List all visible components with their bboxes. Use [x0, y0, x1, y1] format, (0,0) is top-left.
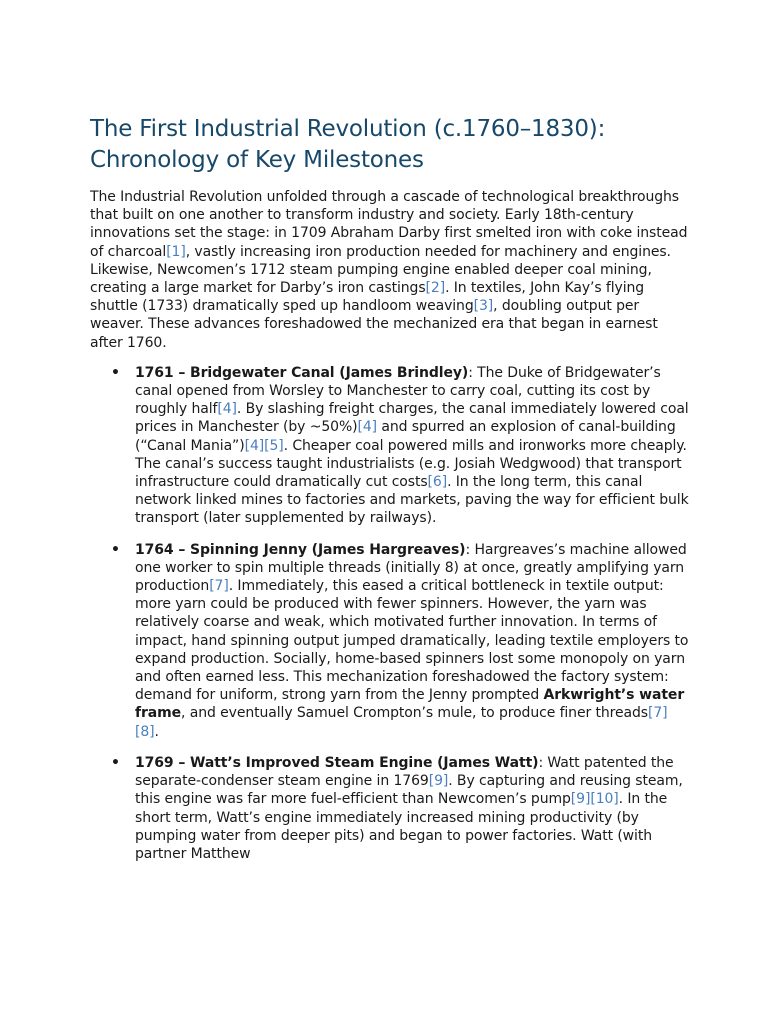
milestone-text: . Immediately, this eased a critical bottleneck in textile output: more yarn could be produced with fewer spinners. However, the yarn was relatively coarse and weak, which motivated further innovation. In terms of impact, hand spinning output jumped dramatically, leading textile employers to expand production. Socially, home-based spinners lost some monopoly on yarn and often earned less. This mechanization foreshadowed the factory system: demand for uniform, strong yarn from the Jenny prompted	[135, 578, 689, 704]
citation-link[interactable]: [4]	[357, 419, 378, 436]
intro-paragraph	[90, 188, 690, 352]
citation-link[interactable]: [3]	[473, 298, 494, 315]
bullet-icon: •	[111, 364, 120, 381]
milestone-heading: 1764 – Spinning Jenny (James Hargreaves)	[135, 541, 466, 558]
bold-term: Arkwright’s water frame	[135, 687, 685, 722]
milestone-text: : Watt patented the separate-condenser steam engine in 1769	[135, 754, 674, 790]
citation-link[interactable]: [9]	[570, 791, 591, 808]
document-page	[90, 114, 690, 876]
citation-link[interactable]: [7]	[209, 578, 229, 595]
citation-link[interactable]: [4]	[244, 437, 265, 454]
citation-link[interactable]: [5]	[264, 437, 284, 454]
bullet-icon: •	[111, 541, 120, 558]
milestone-text: , and eventually Samuel Crompton’s mule, to produce finer threads	[181, 705, 648, 722]
citation-link[interactable]: [2]	[425, 280, 446, 297]
bullet-icon: •	[111, 754, 120, 771]
milestone-heading: 1761 – Bridgewater Canal (James Brindley)	[135, 364, 469, 381]
milestone-text: : Hargreaves’s machine allowed one worker to spin multiple threads (initially 8) at once, greatly amplifying yarn production	[135, 541, 687, 595]
citation-link[interactable]: [4]	[217, 401, 237, 418]
intro-text: , doubling output per weaver. These advances foreshadowed the mechanized era that began in earnest after 1760.	[90, 298, 658, 351]
milestone-text: . By capturing and reusing steam, this engine was far more fuel-efficient than Newcomen’s pump	[135, 773, 683, 808]
intro-text: The Industrial Revolution unfolded through a cascade of technological breakthroughs that built on one another to transform industry and society. Early 18th-century innovations set the stage: in 1709 Abraham Darby first smelted iron with coke instead of charcoal	[90, 189, 688, 260]
list-item	[90, 754, 690, 863]
milestone-text: .	[154, 723, 159, 740]
milestone-text: . In the short term, Watt’s engine immediately increased mining productivity (by pumping water from deeper pits) and began to power factories. Watt (with partner Matthew	[135, 791, 668, 862]
milestone-list	[90, 364, 690, 863]
list-item	[90, 541, 690, 741]
milestone-text: and spurred an explosion of canal-building (“Canal Mania”)	[135, 419, 676, 454]
list-item	[90, 364, 690, 528]
citation-link[interactable]: [7]	[647, 705, 668, 722]
milestone-text: : The Duke of Bridgewater’s canal opened from Worsley to Manchester to carry coal, cutting its cost by roughly half	[135, 364, 661, 418]
citation-link[interactable]: [1]	[166, 243, 186, 260]
milestone-heading: 1769 – Watt’s Improved Steam Engine (James Watt)	[135, 754, 539, 771]
citation-link[interactable]: [10]	[590, 791, 619, 808]
intro-text: , vastly increasing iron production needed for machinery and engines. Likewise, Newcomen’s 1712 steam pumping engine enabled deeper coal mining, creating a large market for Darby’s iron castings	[90, 243, 671, 297]
citation-link[interactable]: [9]	[428, 773, 449, 790]
intro-text: . In textiles, John Kay’s flying shuttle (1733) dramatically sped up handloom weaving	[90, 280, 645, 315]
milestone-text: . In the long term, this canal network linked mines to factories and markets, paving the way for efficient bulk transport (later supplemented by railways).	[135, 474, 689, 527]
citation-link[interactable]: [8]	[135, 723, 155, 740]
page-title: The First Industrial Revolution (c.1760–1830): Chronology of Key Milestones	[90, 116, 606, 173]
milestone-text: . Cheaper coal powered mills and ironworks more cheaply. The canal’s success taught industrialists (e.g. Josiah Wedgwood) that transport infrastructure could dramatically cut costs	[135, 437, 687, 491]
citation-link[interactable]: [6]	[427, 474, 448, 491]
milestone-text: . By slashing freight charges, the canal immediately lowered coal prices in Manchester (by ~50%)	[135, 401, 689, 436]
